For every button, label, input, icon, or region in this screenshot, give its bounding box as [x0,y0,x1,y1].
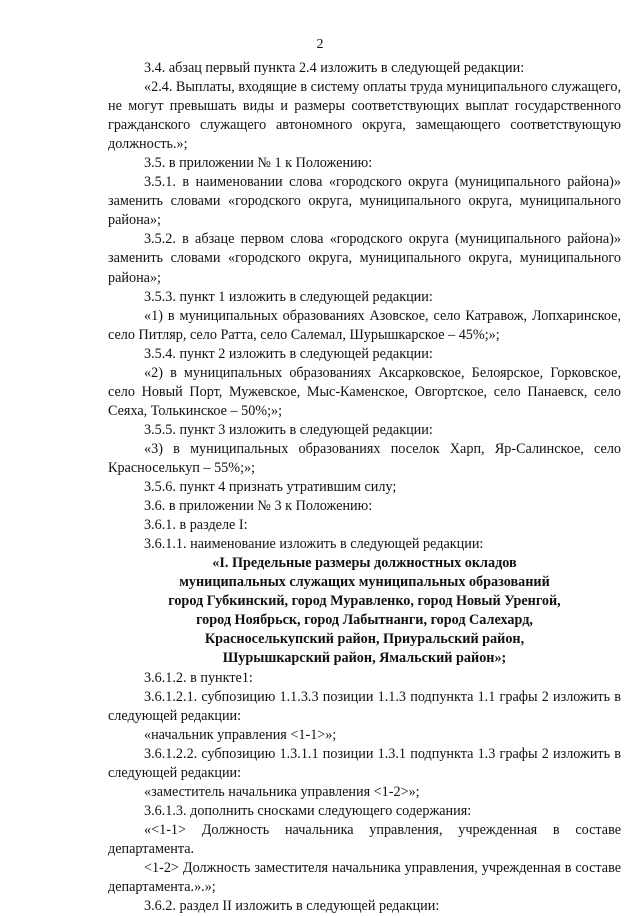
paragraph: 3.5.4. пункт 2 изложить в следующей редакции: [144,345,433,362]
paragraph: 3.5. в приложении № 1 к Положению: [144,155,373,172]
paragraph: 3.6.1.1. наименование изложить в следующей редакции: [144,536,484,553]
heading-line: город Ноябрьск, город Лабытнанги, город Салехард, [196,612,533,629]
paragraph: 3.5.3. пункт 1 изложить в следующей редакции: [144,288,433,305]
heading-line: «I. Предельные размеры должностных окладов [212,555,517,572]
paragraph: «заместитель начальника управления <1-2>»; [144,783,420,800]
paragraph: «2) в муниципальных образованиях Аксарковское, Белоярское, Горковское, село Новый Порт, Мужевское, Мыс-Каменское, Овгортское, село Панаевск, село Сеяха, Толькинское – 50%;»; [108,364,621,419]
paragraph: 3.5.1. в наименовании слова «городского округа (муниципального района)» заменить словами «городского округа, муниципального округа, муниципального района»; [108,174,621,229]
heading-line: муниципальных служащих муниципальных образований [179,574,550,591]
heading-line: город Губкинский, город Муравленко, город Новый Уренгой, [168,593,561,610]
paragraph: <1-2> Должность заместителя начальника управления, учрежденная в составе департамента.».»; [108,859,621,896]
paragraph: 3.6.2. раздел II изложить в следующей редакции: [144,898,440,915]
paragraph: «2.4. Выплаты, входящие в систему оплаты труда муниципального служащего, не могут превышать виды и размеры соответствующих выплат государственного гражданского служащего автономного округа, замещающего соответствующую должность.»; [108,79,621,153]
paragraph: 3.6.1.2. в пункте1: [144,669,253,686]
paragraph: «<1-1> Должность начальника управления, учрежденная в составе департамента. [108,821,621,857]
paragraph: 3.6.1.3. дополнить сносками следующего содержания: [144,802,472,819]
paragraph: «начальник управления <1-1>»; [144,726,337,743]
paragraph: «3) в муниципальных образованиях поселок Харп, Яр-Салинское, село Красноселькуп – 55%;»; [108,440,621,476]
paragraph: «1) в муниципальных образованиях Азовское, село Катравож, Лопхаринское, село Питляр, село Ратта, село Салемал, Шурышкарское – 45%;»; [108,307,621,343]
paragraph: 3.4. абзац первый пункта 2.4 изложить в следующей редакции: [144,60,525,76]
paragraph: 3.5.5. пункт 3 изложить в следующей редакции: [144,421,433,438]
heading-line: Красноселькупский район, Приуральский район, [204,631,525,648]
page-number: 2 [316,37,324,52]
paragraph: 3.6.1. в разделе I: [144,517,248,534]
section-heading [108,554,621,668]
paragraph: 3.6.1.2.1. субпозицию 1.1.3.3 позиции 1.1.3 подпункта 1.1 графы 2 изложить в следующей редакции: [108,688,621,724]
heading-line: Шурышкарский район, Ямальский район»; [222,650,507,667]
paragraph: 3.5.6. пункт 4 признать утратившим силу; [144,479,397,496]
paragraph: 3.6.1.2.2. субпозицию 1.3.1.1 позиции 1.3.1 подпункта 1.3 графы 2 изложить в следующей редакции: [108,745,621,781]
paragraph: 3.6. в приложении № 3 к Положению: [144,498,373,515]
document-body [108,59,621,916]
paragraph: 3.5.2. в абзаце первом слова «городского округа (муниципального района)» заменить словами «городского округа, муниципального округа, муниципального района»; [108,231,621,286]
